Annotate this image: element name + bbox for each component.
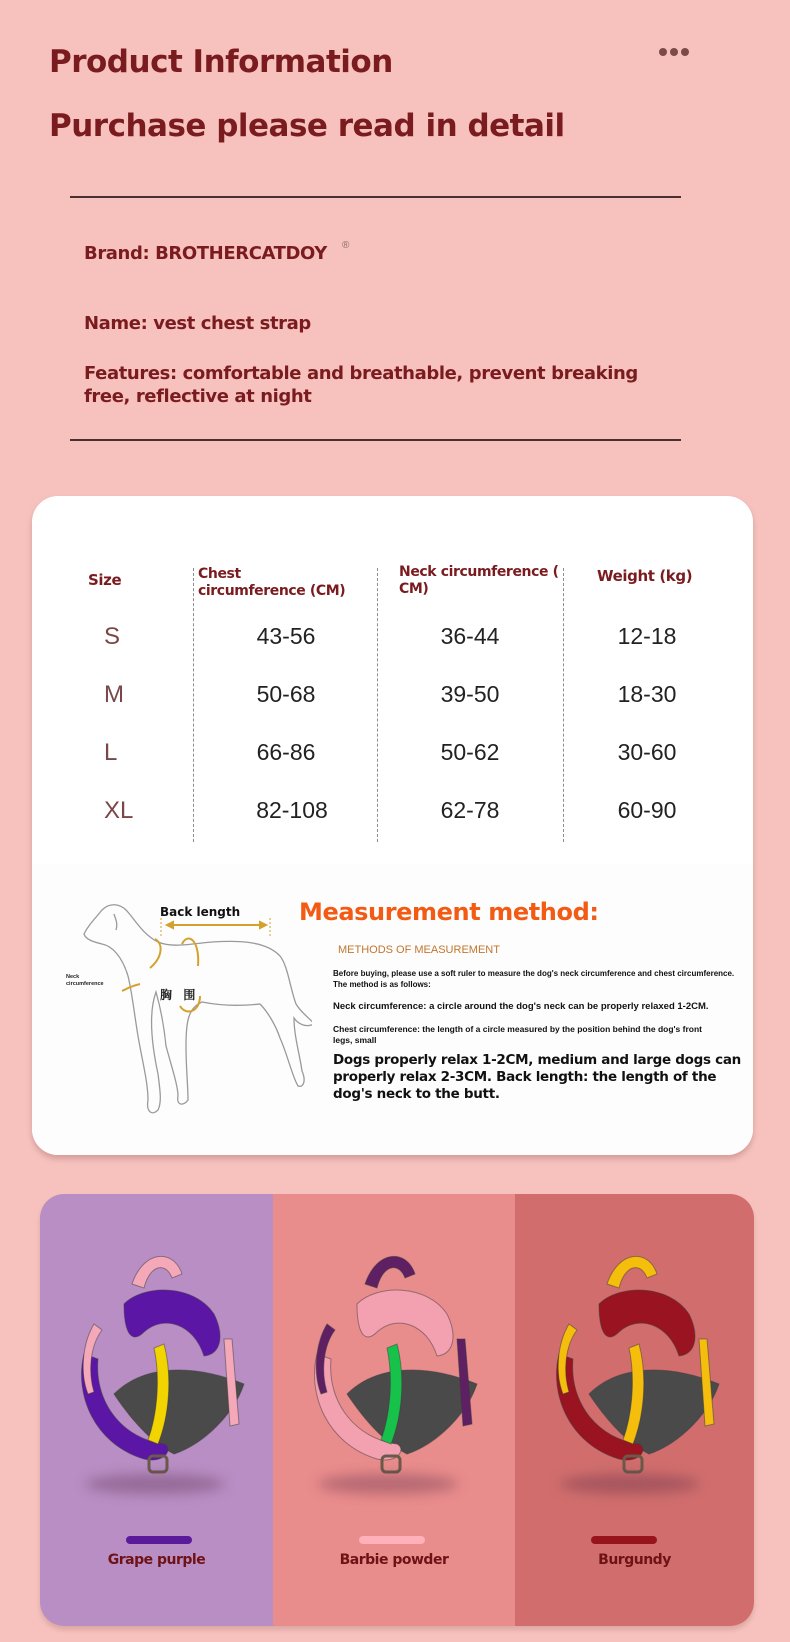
harness-back-panel	[124, 1290, 220, 1356]
size-cell: M	[104, 681, 124, 708]
size-cell: S	[104, 623, 121, 650]
neck-cell: 36-44	[440, 623, 500, 649]
neck-cell: 50-62	[440, 739, 500, 765]
neck-cell: 39-50	[440, 681, 500, 707]
header-weight: Weight (kg)	[597, 567, 693, 585]
size-cell: L	[104, 739, 118, 766]
product-shadow	[560, 1474, 700, 1494]
header-chest: Chest circumference (CM)	[198, 566, 346, 599]
chest-arrow-upper	[182, 939, 198, 966]
harness-image	[529, 1244, 739, 1474]
column-divider	[563, 568, 564, 842]
chest-cell: 43-56	[256, 623, 316, 649]
product-shadow	[318, 1474, 458, 1494]
weight-cell: 60-90	[617, 797, 677, 823]
page-title: Product Information	[49, 44, 393, 80]
color-options	[40, 1194, 754, 1626]
divider-top	[70, 196, 681, 198]
harness-back-panel	[599, 1290, 695, 1356]
dog-measurement-diagram	[62, 896, 312, 1126]
chest-cell: 50-68	[256, 681, 316, 707]
color-swatch	[591, 1536, 657, 1544]
back-length-label: Back length	[160, 905, 241, 919]
harness-image	[54, 1244, 264, 1474]
color-swatch	[359, 1536, 425, 1544]
color-option-grape-purple[interactable]	[40, 1194, 273, 1626]
color-label: Burgundy	[598, 1552, 671, 1568]
chest-cell: 82-108	[256, 797, 328, 823]
weight-cell: 12-18	[617, 623, 677, 649]
harness-handle	[607, 1256, 657, 1288]
registered-trademark-icon: ®	[342, 240, 350, 251]
weight-cell: 18-30	[617, 681, 677, 707]
harness-handle	[132, 1256, 182, 1288]
measurement-chest: Chest circumference: the length of a circle measured by the position behind the dog's front legs, small	[333, 1024, 702, 1045]
measurement-subtitle: METHODS OF MEASUREMENT	[338, 944, 500, 956]
measurement-title: Measurement method:	[299, 898, 599, 926]
measurement-intro: Before buying, please use a soft ruler to measure the dog's neck circumference and chest circumference. The method is as follows:	[333, 969, 735, 989]
header-neck: Neck circumference ( CM)	[399, 564, 559, 597]
divider-bottom	[70, 439, 681, 441]
arrow-head-right	[260, 922, 266, 928]
column-divider	[377, 568, 378, 842]
harness-image	[287, 1244, 497, 1474]
harness-back-panel	[357, 1290, 453, 1356]
product-name-text: Name: vest chest strap	[84, 313, 311, 334]
features-text: Features: comfortable and breathable, prevent breaking free, reflective at night	[84, 363, 638, 407]
chest-cell: 66-86	[256, 739, 316, 765]
neck-arrow-upper	[150, 939, 161, 968]
column-divider	[193, 568, 194, 842]
size-cell: XL	[104, 797, 134, 824]
header-size: Size	[88, 571, 122, 589]
ellipsis-icon[interactable]	[659, 48, 691, 60]
neck-cell: 62-78	[440, 797, 500, 823]
color-swatch	[126, 1536, 192, 1544]
chest-circumference-label: 胸 围	[160, 988, 200, 1002]
color-option-burgundy[interactable]	[515, 1194, 754, 1626]
harness-handle	[365, 1256, 415, 1288]
product-shadow	[85, 1474, 225, 1494]
color-option-barbie-powder[interactable]	[273, 1194, 515, 1626]
page-subtitle: Purchase please read in detail	[49, 108, 565, 144]
brand-text: Brand: BROTHERCATDOY	[84, 243, 327, 264]
weight-cell: 30-60	[617, 739, 677, 765]
neck-circumference-label: Neck circumference	[66, 974, 104, 987]
measurement-body: Dogs properly relax 1-2CM, medium and large dogs can properly relax 2-3CM. Back length: the length of the dog's neck to the butt.	[333, 1052, 741, 1102]
dog-outline	[84, 905, 312, 1113]
size-chart-card	[32, 496, 753, 1155]
measurement-neck: Neck circumference: a circle around the dog's neck can be properly relaxed 1-2CM.	[333, 1001, 709, 1012]
color-label: Barbie powder	[339, 1552, 449, 1568]
color-label: Grape purple	[107, 1552, 206, 1568]
arrow-head-left	[167, 922, 173, 928]
